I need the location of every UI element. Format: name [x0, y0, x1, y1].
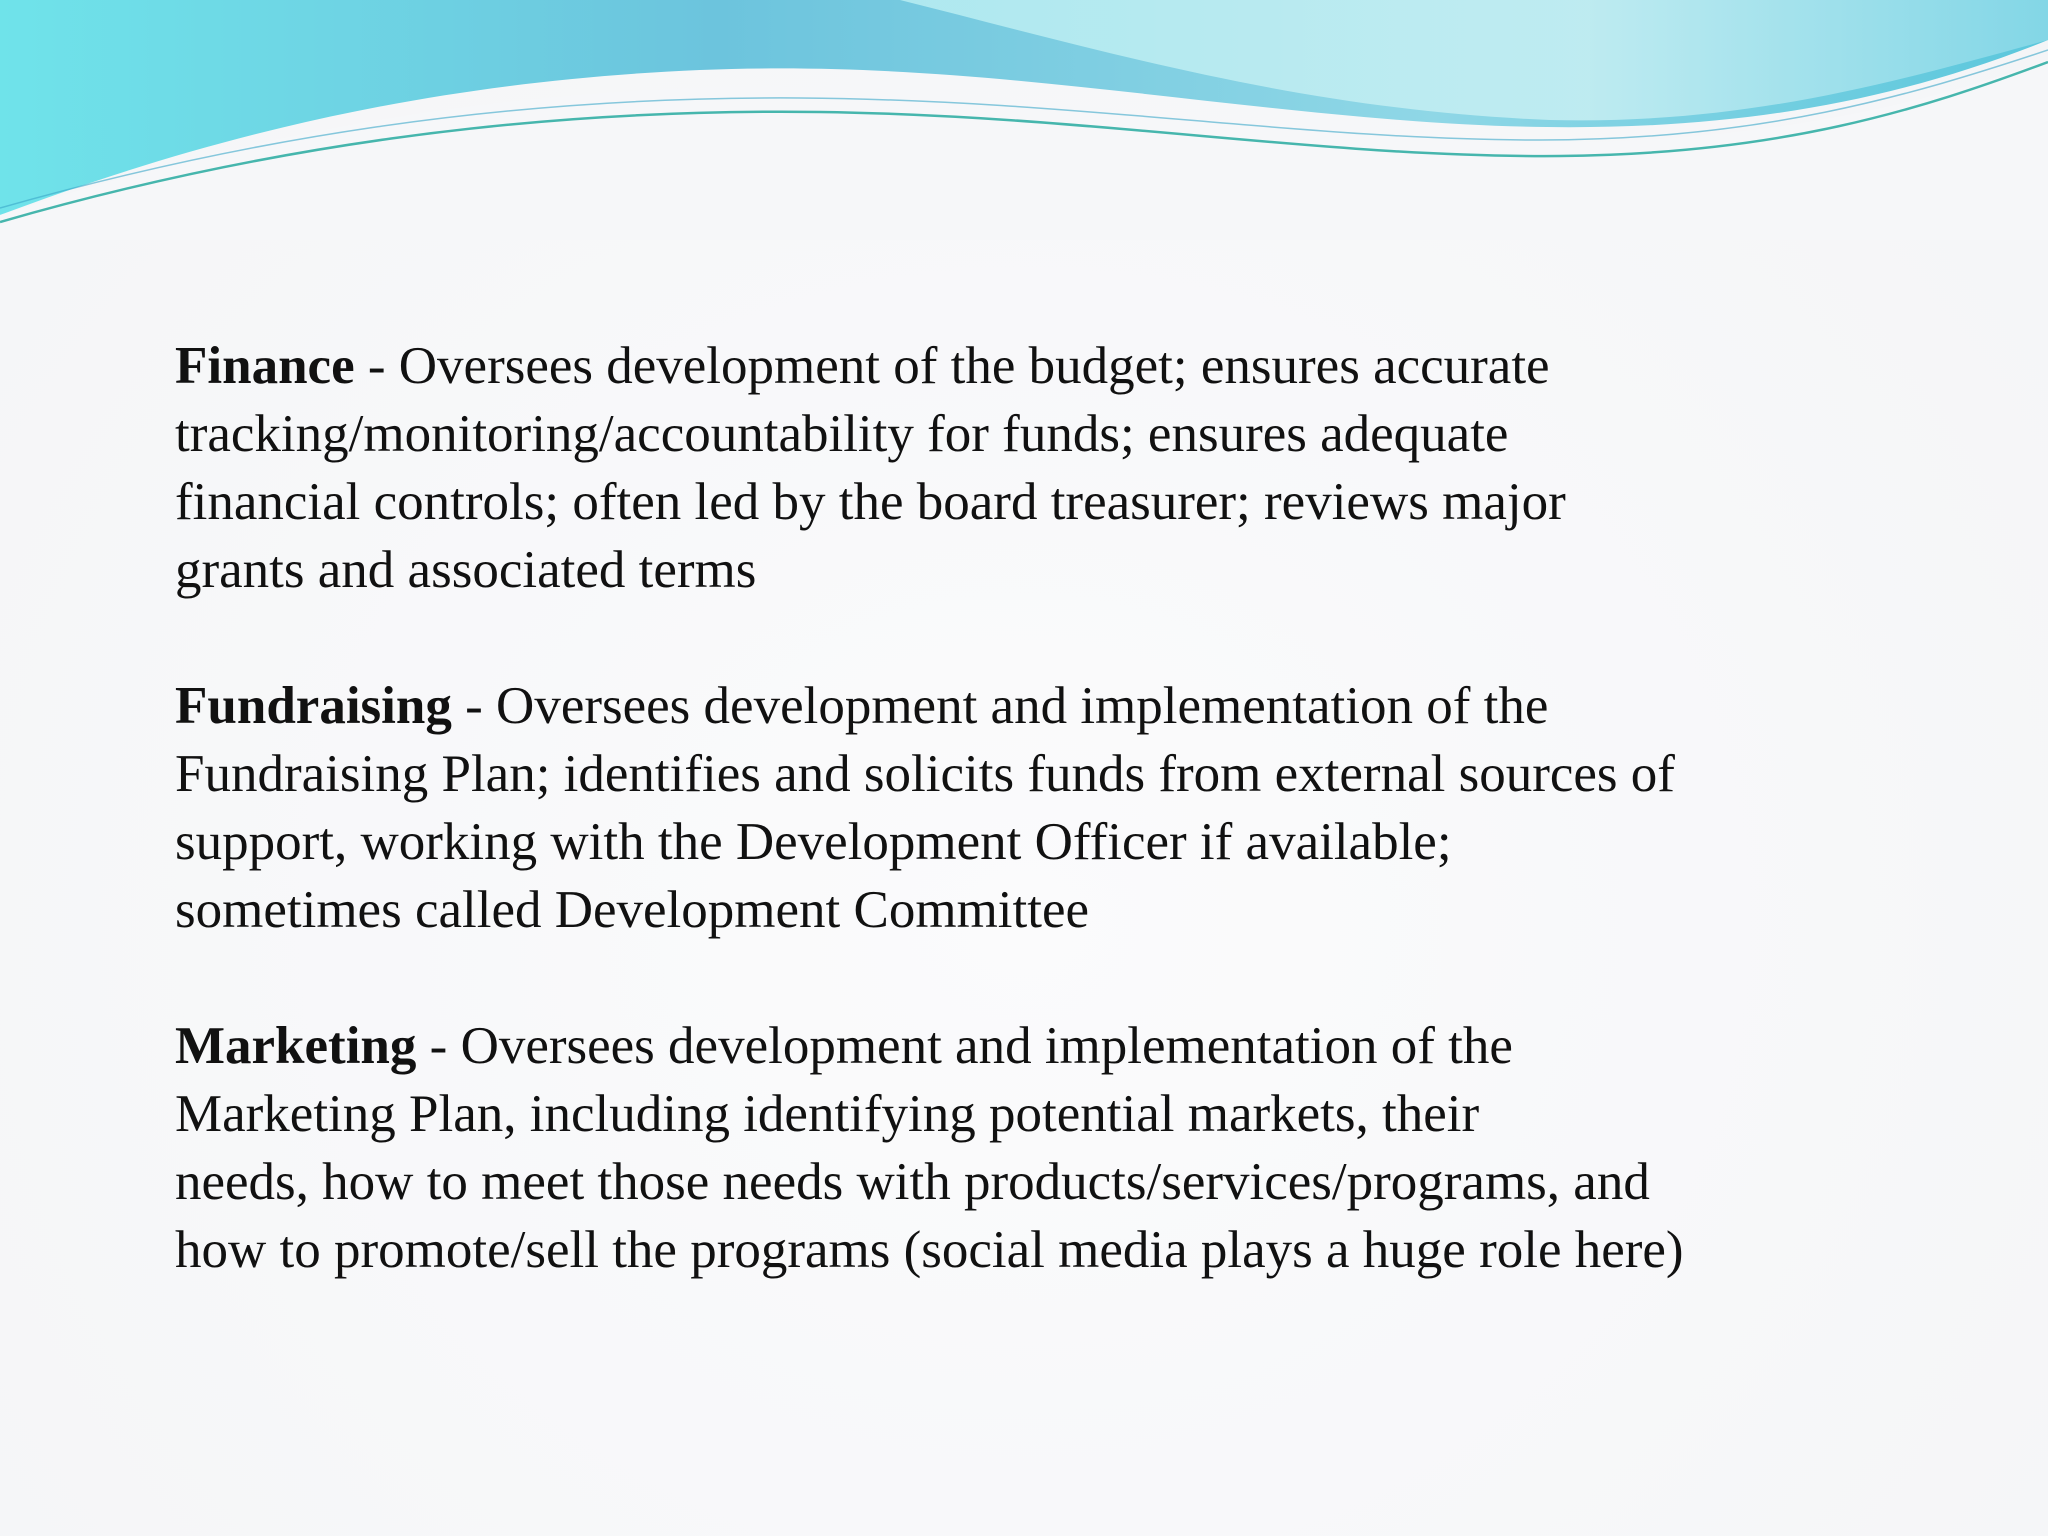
decorative-wave-header: [0, 0, 2048, 240]
fundraising-line-1: Oversees development and implementation of the: [496, 677, 1549, 735]
marketing-line-2: Marketing Plan, including identifying potential markets, their: [175, 1085, 1480, 1143]
marketing-paragraph: [175, 1012, 1935, 1284]
finance-line-4: grants and associated terms: [175, 541, 757, 599]
finance-line-1: Oversees development of the budget; ensures accurate: [398, 337, 1550, 395]
finance-separator: -: [354, 337, 399, 395]
marketing-line-1: Oversees development and implementation of the: [460, 1017, 1513, 1075]
marketing-term: Marketing: [175, 1017, 417, 1075]
fundraising-paragraph: [175, 672, 1935, 944]
marketing-line-3: needs, how to meet those needs with products/services/programs, and: [175, 1153, 1650, 1211]
marketing-line-4: how to promote/sell the programs (social media plays a huge role here): [175, 1221, 1684, 1279]
fundraising-separator: -: [451, 677, 497, 735]
finance-line-3: financial controls; often led by the board treasurer; reviews major: [175, 473, 1566, 531]
finance-term: Finance: [175, 337, 355, 395]
fundraising-line-4: sometimes called Development Committee: [175, 881, 1090, 939]
finance-line-2: tracking/monitoring/accountability for funds; ensures adequate: [175, 405, 1509, 463]
committee-descriptions: [175, 332, 1935, 1352]
finance-paragraph: [175, 332, 1935, 604]
fundraising-term: Fundraising: [175, 677, 452, 735]
marketing-separator: -: [416, 1017, 461, 1075]
fundraising-line-2: Fundraising Plan; identifies and solicits funds from external sources of: [175, 745, 1675, 803]
fundraising-line-3: support, working with the Development Officer if available;: [175, 813, 1452, 871]
